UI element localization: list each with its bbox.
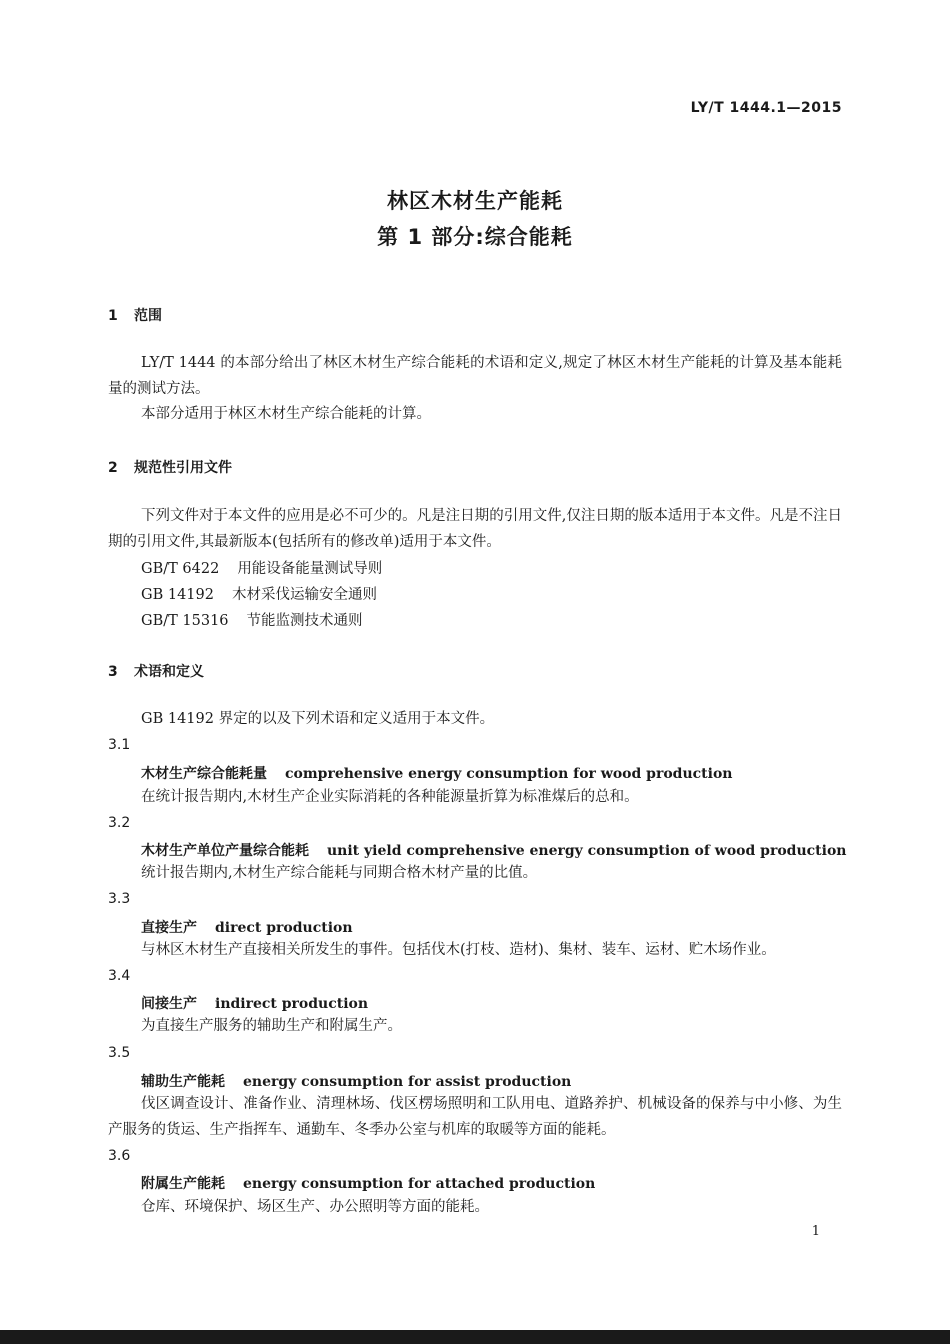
reference-title: 木材采伐运输安全通则 — [231, 587, 377, 603]
reference-item — [141, 609, 363, 630]
term-number: 3.4 — [108, 968, 131, 984]
reference-code: GB/T 15316 — [141, 613, 229, 629]
term-english: energy consumption for assist production — [243, 1074, 572, 1090]
term-number: 3.3 — [108, 891, 131, 907]
page-number: 1 — [811, 1224, 820, 1239]
section-number: 3 — [108, 664, 118, 680]
term-number: 3.1 — [108, 737, 131, 753]
section-heading-normative — [108, 457, 232, 477]
term-number: 3.5 — [108, 1045, 131, 1061]
term-chinese: 木材生产综合能耗量 — [141, 766, 267, 782]
term-entry — [141, 840, 846, 860]
bottom-border — [0, 1330, 950, 1344]
term-number: 3.6 — [108, 1148, 131, 1164]
term-definition: 为直接生产服务的辅助生产和附属生产。 — [141, 1018, 402, 1034]
term-english: comprehensive energy consumption for wood production — [285, 766, 733, 782]
term-definition: 在统计报告期内,木材生产企业实际消耗的各种能源量折算为标准煤后的总和。 — [141, 789, 639, 805]
reference-item — [141, 583, 377, 604]
term-entry — [141, 1173, 595, 1193]
section-number: 2 — [108, 460, 118, 476]
term-definition: 统计报告期内,木材生产综合能耗与同期合格木材产量的比值。 — [141, 865, 538, 881]
term-chinese: 直接生产 — [141, 920, 197, 936]
term-english: indirect production — [215, 996, 369, 1012]
section-title: 规范性引用文件 — [134, 460, 232, 476]
term-chinese: 木材生产单位产量综合能耗 — [141, 843, 309, 859]
scope-paragraph-2: 本部分适用于林区木材生产综合能耗的计算。 — [141, 406, 431, 422]
section-title: 术语和定义 — [134, 664, 204, 680]
term-chinese: 间接生产 — [141, 996, 197, 1012]
reference-code: GB 14192 — [141, 587, 214, 603]
section-number: 1 — [108, 308, 118, 324]
reference-item — [141, 557, 382, 578]
term-definition: 与林区木材生产直接相关所发生的事件。包括伐木(打枝、造材)、集材、装车、运材、贮木场作业。 — [141, 942, 776, 958]
term-number: 3.2 — [108, 815, 131, 831]
section-heading-scope — [108, 305, 162, 325]
normative-intro: 下列文件对于本文件的应用是必不可少的。凡是注日期的引用文件,仅注日期的版本适用于本文件。凡是不注日期的引用文件,其最新版本(包括所有的修改单)适用于本文件。 — [108, 508, 842, 550]
term-chinese: 附属生产能耗 — [141, 1176, 225, 1192]
term-entry — [141, 1071, 571, 1091]
document-title: 林区木材生产能耗 — [387, 189, 563, 213]
section-heading-terms — [108, 661, 204, 681]
reference-title: 节能监测技术通则 — [246, 613, 363, 629]
term-entry — [141, 993, 368, 1013]
term-entry — [141, 917, 353, 937]
term-definition: 伐区调查设计、准备作业、清理林场、伐区楞场照明和工队用电、道路养护、机械设备的保养与中小修、为生产服务的货运、生产指挥车、通勤车、冬季办公室与机库的取暖等方面的能耗。 — [108, 1096, 842, 1138]
term-definition: 仓库、环境保护、场区生产、办公照明等方面的能耗。 — [141, 1199, 489, 1215]
term-english: energy consumption for attached production — [243, 1176, 596, 1192]
document-subtitle: 第 1 部分:综合能耗 — [377, 225, 573, 249]
section-title: 范围 — [134, 308, 162, 324]
term-entry — [141, 763, 732, 783]
term-chinese: 辅助生产能耗 — [141, 1074, 225, 1090]
term-english: direct production — [215, 920, 353, 936]
reference-title: 用能设备能量测试导则 — [237, 561, 383, 577]
standard-code: LY/T 1444.1—2015 — [690, 100, 842, 116]
terms-intro: GB 14192 界定的以及下列术语和定义适用于本文件。 — [141, 711, 495, 727]
reference-code: GB/T 6422 — [141, 561, 220, 577]
term-english: unit yield comprehensive energy consumption of wood production — [327, 843, 847, 859]
scope-paragraph-1: LY/T 1444 的本部分给出了林区木材生产综合能耗的术语和定义,规定了林区木材生产能耗的计算及基本能耗量的测试方法。 — [108, 355, 842, 397]
